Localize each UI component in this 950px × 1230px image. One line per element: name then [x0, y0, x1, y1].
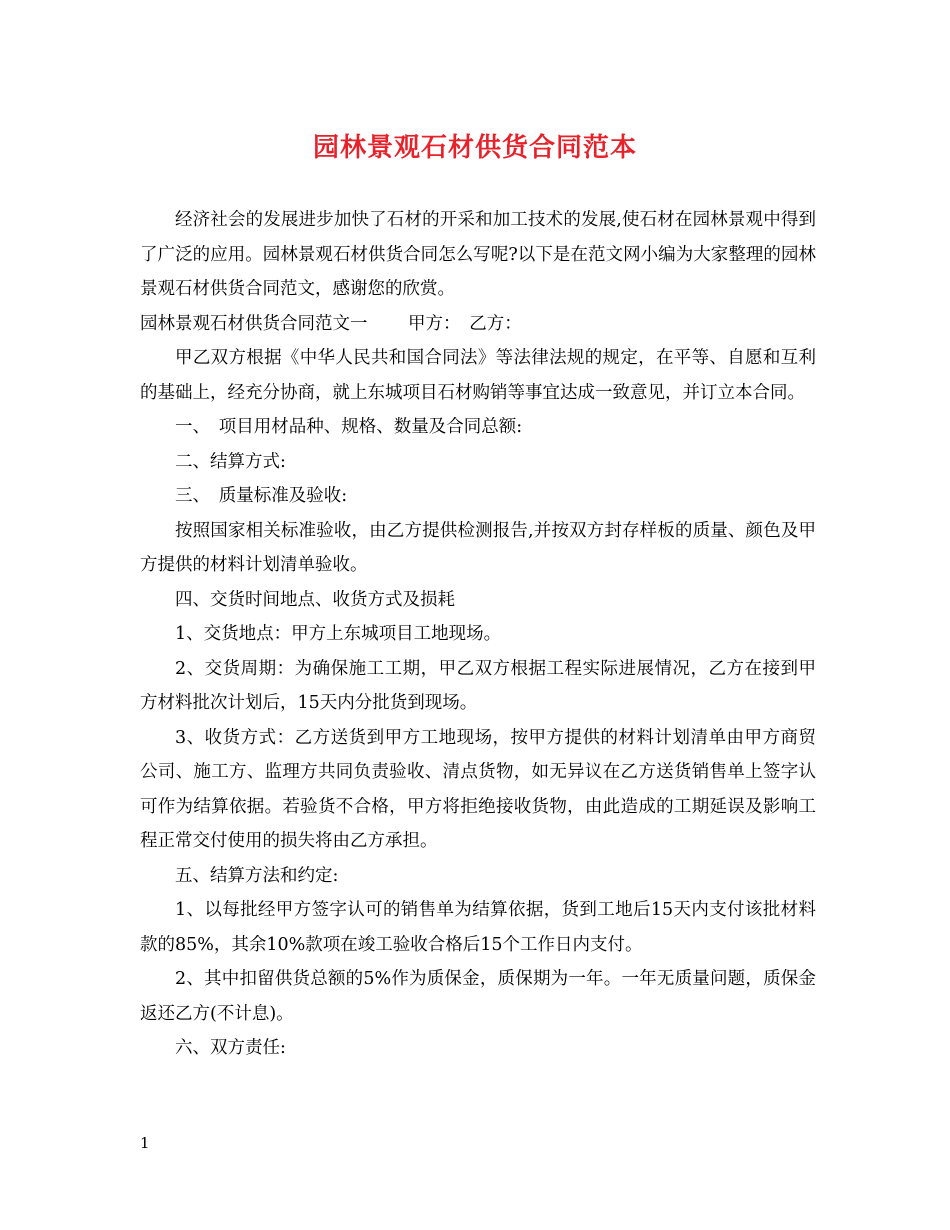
section-3-body: 按照国家相关标准验收，由乙方提供检测报告,并按双方封存样板的质量、颜色及甲方提供的材料计划清单验收。 — [140, 520, 816, 575]
preamble-paragraph: 甲乙双方根据《中华人民共和国合同法》等法律法规的规定，在平等、自愿和互利的基础上，经充分协商，就上东城项目石材购销等事宜达成一致意见，并订立本合同。 — [140, 348, 816, 403]
section-4-item-2: 2、交货周期：为确保施工工期，甲乙双方根据工程实际进展情况，乙方在接到甲方材料批次计划后，15天内分批货到现场。 — [140, 658, 816, 713]
section-1-heading: 一、 项目用材品种、规格、数量及合同总额: — [175, 417, 523, 437]
section-5-item-2: 2、其中扣留供货总额的5%作为质保金，质保期为一年。一年无质量问题，质保金返还乙方(不计息)。 — [140, 969, 816, 1024]
section-6-heading: 六、双方责任: — [175, 1038, 286, 1058]
section-3-heading: 三、 质量标准及验收: — [175, 486, 348, 506]
intro-paragraph: 经济社会的发展进步加快了石材的开采和加工技术的发展,使石材在园林景观中得到了广泛的应用。园林景观石材供货合同怎么写呢?以下是在范文网小编为大家整理的园林景观石材供货合同范文，感谢您的欣赏。 — [140, 210, 816, 299]
section-2-heading: 二、结算方式: — [175, 451, 286, 472]
section-5-heading: 五、结算方法和约定: — [175, 865, 339, 886]
sample-heading-line: 园林景观石材供货合同范文一 甲方： 乙方： — [140, 313, 522, 334]
page-number: 1 — [140, 1134, 150, 1152]
section-5-item-1: 1、以每批经甲方签字认可的销售单为结算依据，货到工地后15天内支付该批材料款的85%，其余10%款项在竣工验收合格后15个工作日内支付。 — [140, 900, 816, 955]
document-title: 园林景观石材供货合同范本 — [312, 133, 637, 163]
section-4-item-1: 1、交货地点：甲方上东城项目工地现场。 — [175, 624, 502, 644]
document-body — [140, 203, 816, 1066]
section-4-item-3: 3、收货方式：乙方送货到甲方工地现场，按甲方提供的材料计划清单由甲方商贸公司、施工方、监理方共同负责验收、清点货物，如无异议在乙方送货销售单上签字认可作为结算依据。若验货不合格，甲方将拒绝接收货物，由此造成的工期延误及影响工程正常交付使用的损失将由乙方承担。 — [140, 727, 816, 851]
section-4-heading: 四、交货时间地点、收货方式及损耗 — [175, 589, 455, 610]
